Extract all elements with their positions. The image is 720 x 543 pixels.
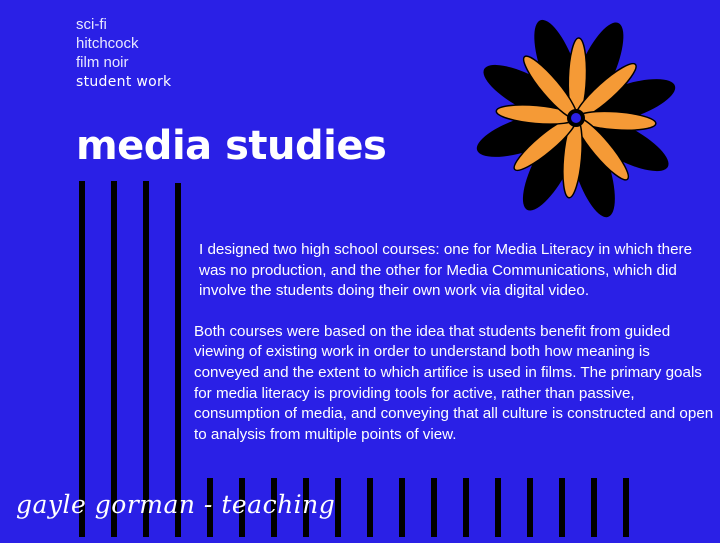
decorative-bar (463, 478, 469, 537)
nav-link-student-work[interactable]: student work (76, 74, 172, 90)
main-content (194, 240, 714, 445)
nav-link-hitchcock[interactable]: hitchcock (76, 35, 139, 52)
decorative-bar (335, 478, 341, 537)
decorative-bar (495, 478, 501, 537)
decorative-bar (175, 183, 181, 537)
decorative-bar (591, 478, 597, 537)
nav-link-sci-fi[interactable]: sci-fi (76, 16, 107, 33)
decorative-bar (527, 478, 533, 537)
description-paragraph: Both courses were based on the idea that students benefit from guided viewing of existing work in order to understand both how meaning is conveyed and the extent to which artifice is used in films. The primary goals for media literacy is providing tools for active, rather than passive, consumption of media, and conveying that all culture is constructed and open to analysis from multiple points of view. (194, 322, 714, 443)
decorative-bar (79, 181, 85, 537)
footer-signature: gayle gorman - teaching (16, 490, 336, 519)
intro-paragraph: I designed two high school courses: one for Media Literacy in which there was no production, and the other for Media Communications, which did involve the students doing their own work via digital video. (199, 241, 693, 300)
flower-icon (458, 10, 698, 235)
page-title: media studies (76, 123, 387, 169)
decorative-bar (111, 181, 117, 537)
site-nav (76, 16, 171, 91)
decorative-bar (367, 478, 373, 537)
decorative-bar (399, 478, 405, 537)
decorative-bar (623, 478, 629, 537)
decorative-bar (559, 478, 565, 537)
nav-link-film-noir[interactable]: film noir (76, 54, 129, 71)
decorative-bar (143, 181, 149, 537)
decorative-bar (431, 478, 437, 537)
